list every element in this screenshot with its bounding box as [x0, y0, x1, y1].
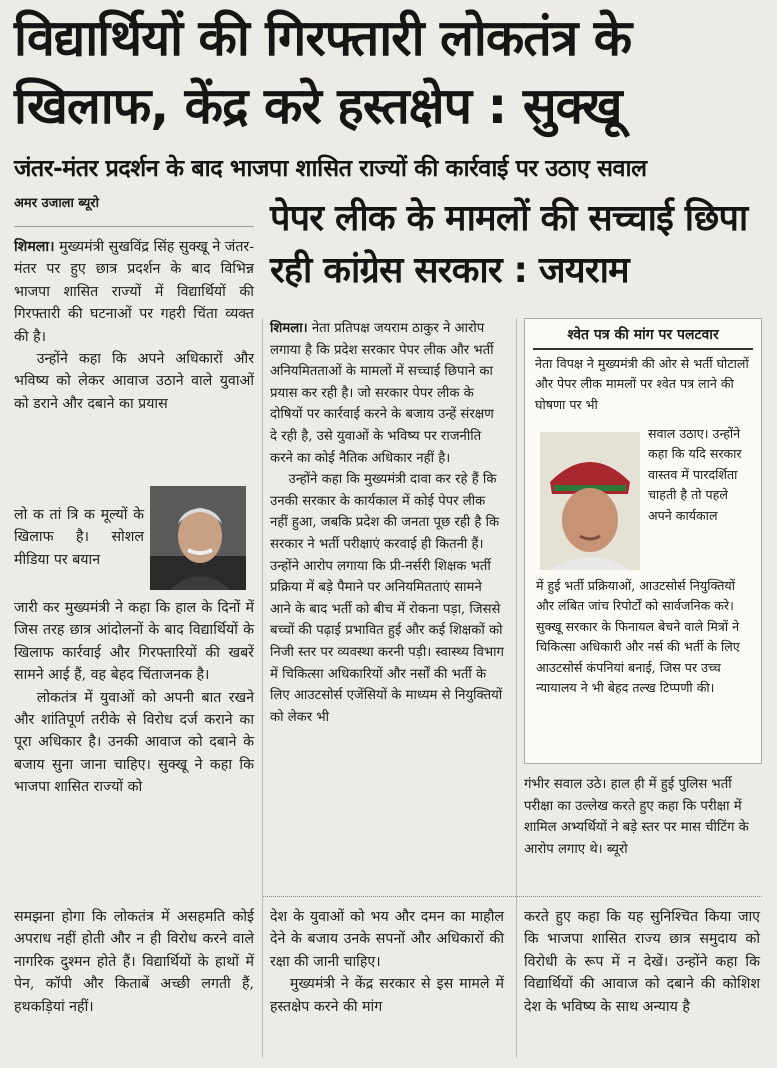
story2-continuation: गंभीर सवाल उठे। हाल ही में हुई पुलिस भर्ती परीक्षा का उल्लेख करते हुए कहा कि परीक्षा में शामिल अभ्यर्थियों ने बड़े स्तर पर मास चीटिंग के आरोप लगाए थे। ब्यूरो	[524, 777, 749, 857]
second-headline: पेपर लीक के मामलों की सच्चाई छिपा रही कांग्रेस सरकार : जयराम	[270, 198, 748, 291]
sub-headline: जंतर-मंतर प्रदर्शन के बाद भाजपा शासित राज्यों की कार्रवाई पर उठाए सवाल	[14, 154, 647, 182]
byline-divider	[14, 226, 254, 227]
story2-column	[270, 318, 504, 728]
story1-column-rest	[14, 597, 254, 799]
box-paragraph-1: नेता विपक्ष ने मुख्यमंत्री की ओर से भर्ती घोटालों और पेपर लीक मामलों पर श्वेत पत्र लाने की घोषणा पर भी	[535, 356, 749, 412]
story1-paragraph-1: मुख्यमंत्री सुखविंद्र सिंह सुक्खू ने जंतर-मंतर पर हुए छात्र प्रदर्शन के बाद विभिन्न भाजपा शासित राज्यों में विद्यार्थियों की गिरफ्तारी की घटनाओं पर गहरी चिंता व्यक्त की है।	[14, 239, 254, 345]
column-rule-1	[262, 318, 263, 1058]
column-rule-2	[516, 318, 517, 1058]
story2-paragraph-2: उन्होंने कहा कि मुख्यमंत्री दावा कर रहे हैं कि उनकी सरकार के कार्यकाल में कोई पेपर लीक नहीं हुआ, जबकि प्रदेश की जनता पूछ रही है कि सरकार ने भर्ती परीक्षाएं करवाई ही कितनी हैं। उन्होंने आरोप लगाया कि प्री-नर्सरी शिक्षक भर्ती प्रक्रिया में बड़े पैमाने पर अनियमितताएं सामने आने के बाद भर्ती को बीच में रोकना पड़ा, जिससे बच्चों की पढ़ाई प्रभावित हुई और कई शिक्षकों को निजी स्तर पर व्यवस्था करनी पड़ी। स्वास्थ्य विभाग में चिकित्सा अधिकारियों और नर्सों की भर्ती के लिए आउटसोर्स एजेंसियों के माध्यम से नियुक्तियों को लेकर भी	[270, 472, 504, 725]
cm-photo	[150, 486, 246, 590]
story1-right-bottom: करते हुए कहा कि यह सुनिश्चित किया जाए कि भाजपा शासित राज्य छात्र समुदाय को विरोधी के रूप में न देखें। उन्होंने कहा कि विद्यार्थियों की आवाज को दबाने की कोशिश देश के भविष्य के साथ अन्याय है	[524, 909, 760, 1015]
box-title: श्वेत पत्र की मांग पर पलटवार	[533, 319, 753, 350]
story1-mid-bottom-2: मुख्यमंत्री ने केंद्र सरकार से इस मामले में हस्तक्षेप करने की मांग	[270, 976, 504, 1015]
main-headline: विद्यार्थियों की गिरफ्तारी लोकतंत्र के खिलाफ, केंद्र करे हस्तक्षेप : सुक्खू	[14, 9, 632, 135]
story1-mid-bottom-1: देश के युवाओं को भय और दमन का माहौल देने के बजाय उनके सपनों और अधिकारों की रक्षा की जानी चाहिए।	[270, 909, 504, 970]
story1-paragraph-3: लोकतंत्र में युवाओं को अपनी बात रखने और शांतिपूर्ण तरीके से विरोध दर्ज कराने का पूरा अधिकार है। उनकी आवाज को दबाने के बजाय सुना जाना चाहिए। सुक्खू ने कहा कि भाजपा शासित राज्यों को	[14, 689, 254, 796]
story1-paragraph-2b: लो क तां त्रि क मूल्यों के खिलाफ है। सोशल मीडिया पर बयान	[14, 507, 144, 568]
story1-column-top	[14, 236, 254, 415]
story2-dateline: शिमला।	[270, 321, 308, 336]
dateline: शिमला।	[14, 239, 55, 255]
story1-paragraph-4: समझना होगा कि लोकतंत्र में असहमति कोई अपराध नहीं होती और न ही विरोध करने वाले नागरिक दुश्मन होते हैं। विद्यार्थियों के हाथों में पेन, कॉपी और किताबें अच्छी लगती हैं, हथकड़ियां नहीं।	[14, 909, 254, 1015]
box-side-text: सवाल उठाए। उन्होंने कहा कि यदि सरकार वास्तव में पारदर्शिता चाहती है तो पहले अपने कार्यकाल	[648, 426, 742, 523]
story2-paragraph-1: नेता प्रतिपक्ष जयराम ठाकुर ने आरोप लगाया है कि प्रदेश सरकार पेपर लीक और भर्ती अनियमितताओं के मामलों में सच्चाई छिपाने का प्रयास कर रही है। जो सरकार पेपर लीक के दोषियों पर कार्रवाई करने के बजाय उन्हें संरक्षण दे रही है, उसे युवाओं के भविष्य पर राजनीति करने का कोई नैतिक अधिकार नहीं है।	[270, 321, 494, 466]
byline: अमर उजाला ब्यूरो	[14, 196, 99, 211]
story1-paragraph-2a: उन्होंने कहा कि अपने अधिकारों और भविष्य को लेकर आवाज उठाने वाले युवाओं को डराने और दबाने का प्रयास	[14, 351, 254, 412]
jairam-photo	[540, 432, 640, 570]
story1-mid-bottom	[270, 906, 504, 1018]
box-paragraph-2: में हुई भर्ती प्रक्रियाओं, आउटसोर्स नियुक्तियों और लंबित जांच रिपोर्टों को सार्वजनिक करे। सुक्खू सरकार के फिनायल बेचने वाले मित्रों ने चिकित्सा अधिकारी और नर्स की भर्ती के लिए आउटसोर्स कंपनियां बनाई, जिस पर उच्च न्यायालय ने भी बेहद तल्ख टिप्पणी की।	[536, 578, 740, 696]
story1-wrap-text	[14, 504, 144, 571]
section-divider	[262, 896, 762, 897]
story1-paragraph-2c: जारी कर मुख्यमंत्री ने कहा कि हाल के दिनों में जिस तरह छात्र आंदोलनों के बाद विद्यार्थियों के खिलाफ कार्रवाई और गिरफ्तारियों की खबरें सामने आई हैं, वह बेहद चिंताजनक है।	[14, 600, 254, 684]
